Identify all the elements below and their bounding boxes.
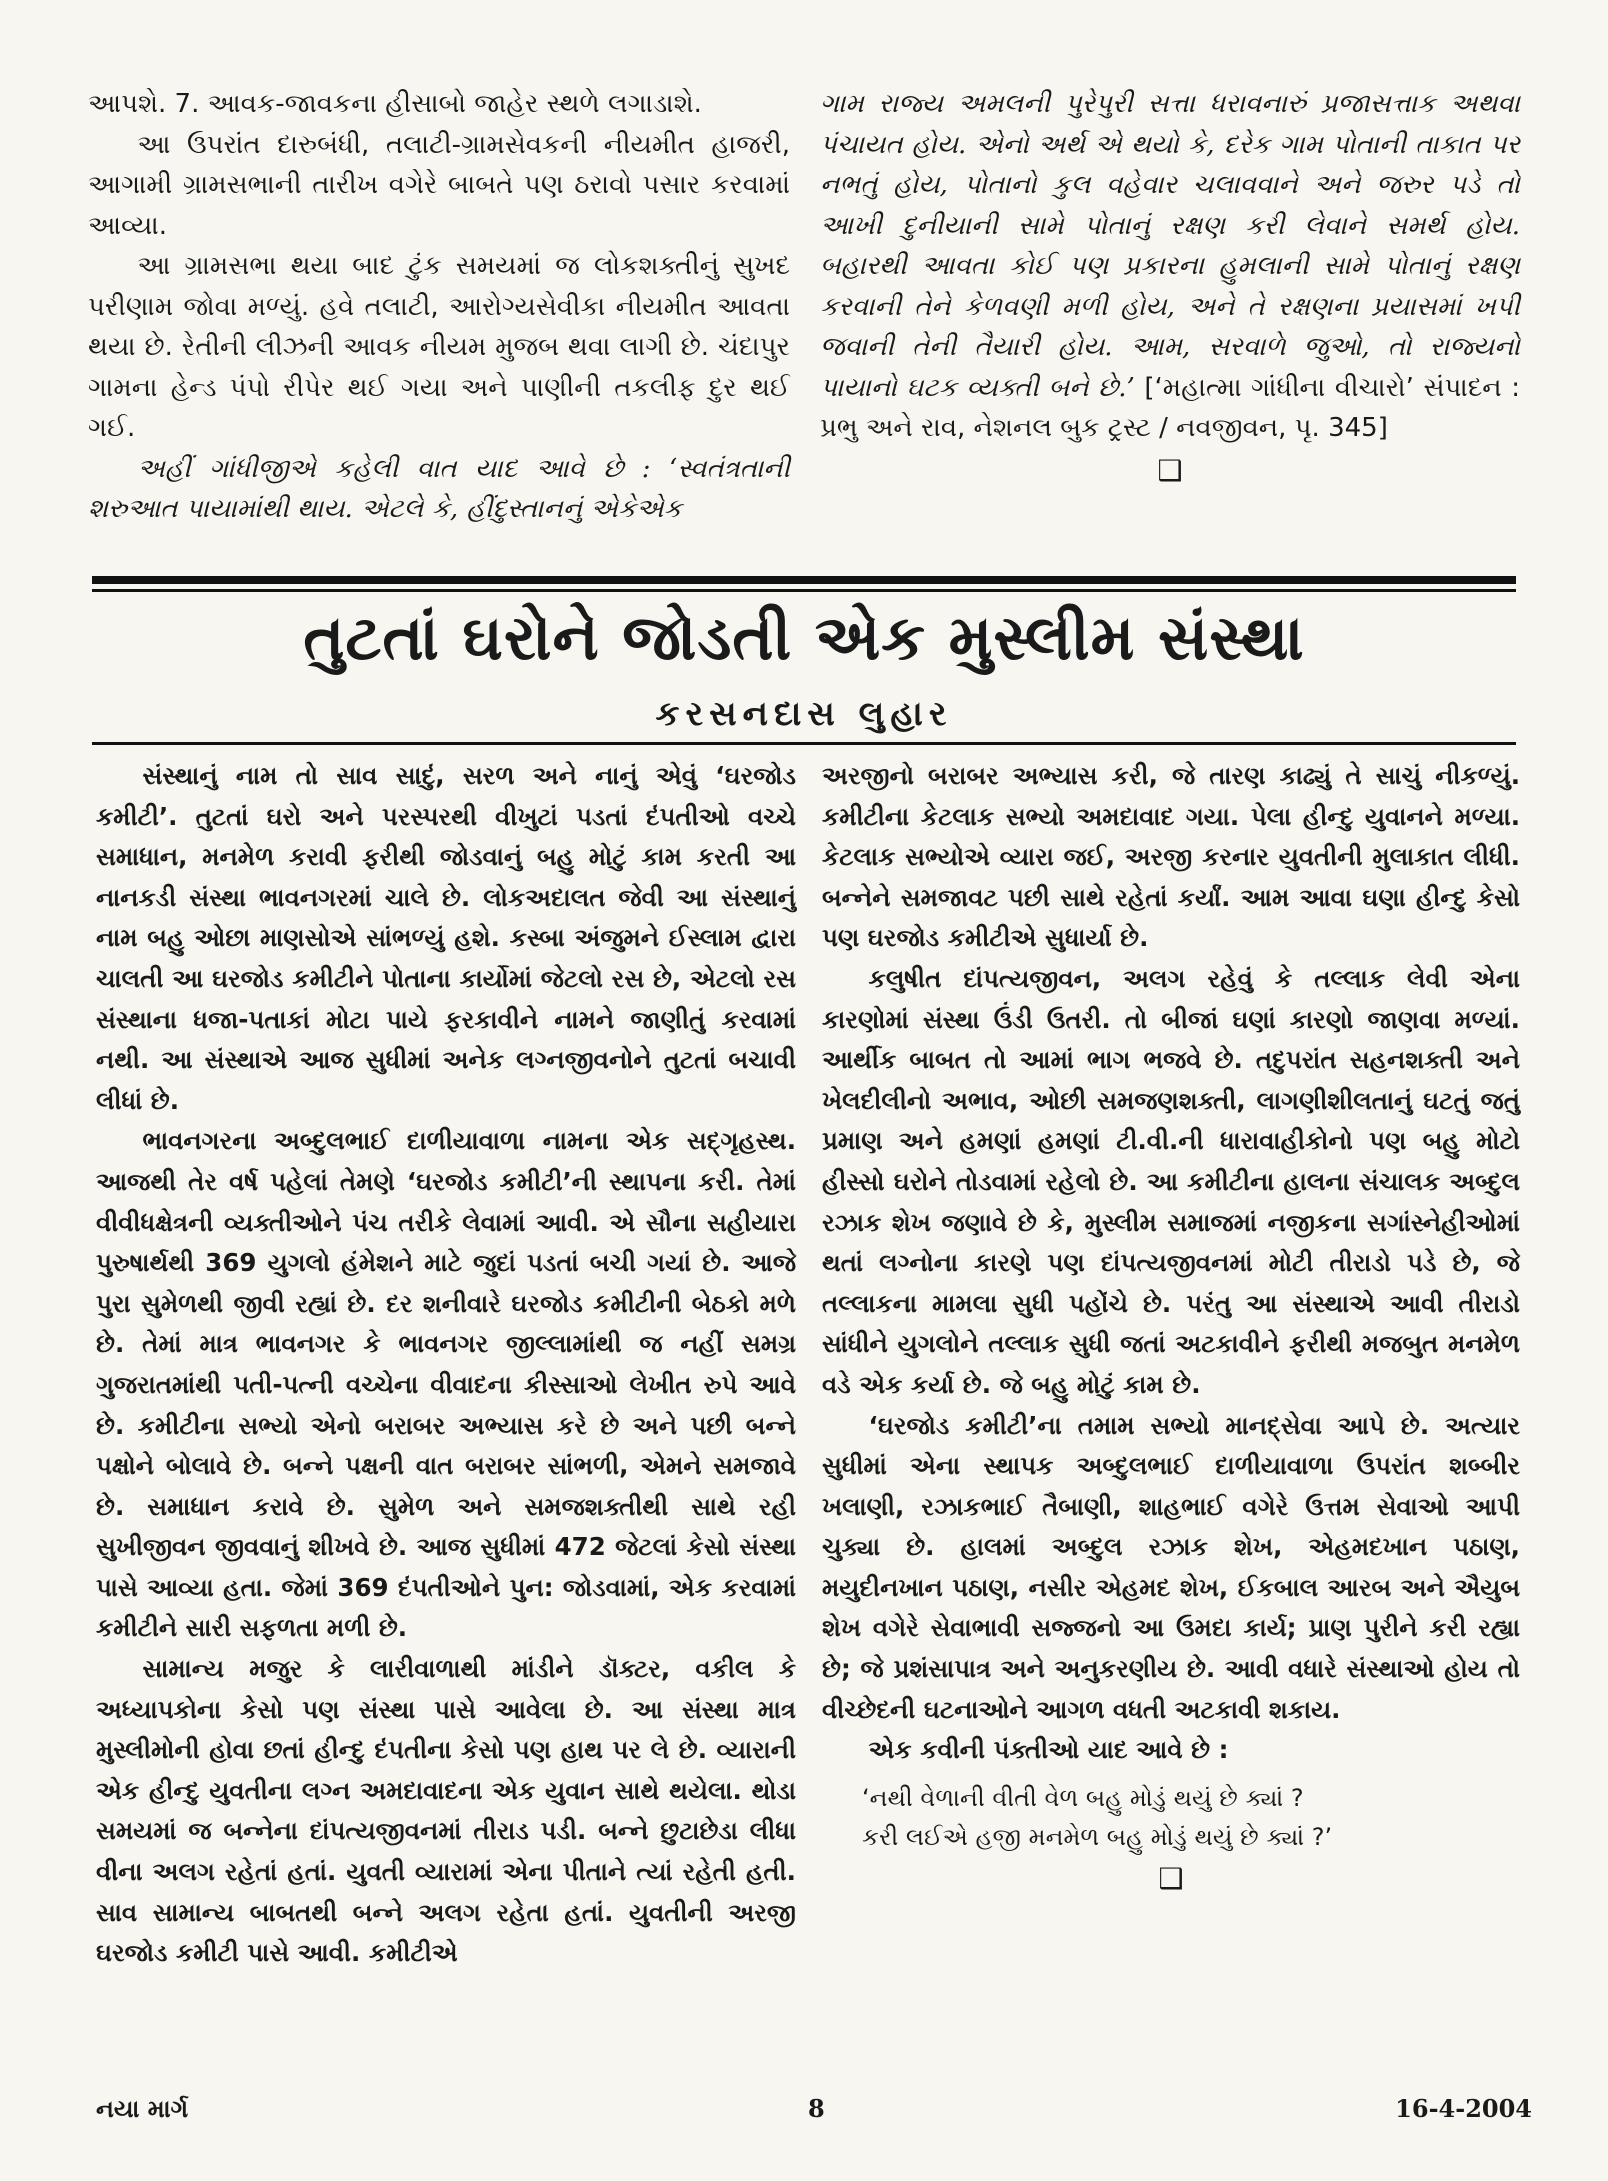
issue-date: 16-4-2004 (1395, 2094, 1532, 2123)
previous-article-left-column (88, 84, 790, 530)
paragraph: કલુષીત દાંપત્યજીવન, અલગ રહેવું કે તલ્લાક લેવી એના કારણોમાં સંસ્થા ઉંડી ઉતરી. તો બીજાં ઘણાં કારણો જાણવા મળ્યાં. આર્થીક બાબત તો આમાં ભાગ ભજવે છે. તદુપરાંત સહનશક્તી અને ખેલદીલીનો અભાવ, ઓછી સમજણશક્તી, લાગણીશીલતાનું ઘટતું જતું પ્રમાણ અને હમણાં હમણાં ટી.વી.ની ધારાવાહીકોનો પણ બહુ મોટો હીસ્સો ઘરોને તોડવામાં રહેલો છે. આ કમીટીના હાલના સંચાલક અબ્દુલ રઝાક શેખ જણાવે છે કે, મુસ્લીમ સમાજમાં નજીકના સગાંસ્નેહીઓમાં થતાં લગ્નોના કારણે પણ દાંપત્યજીવનમાં મોટી તીરાડો પડે છે, જે તલ્લાકના મામલા સુધી પહોંચે છે. પરંતુ આ સંસ્થાએ આવી તીરાડો સાંધીને યુગલોને તલ્લાક સુધી જતાં અટકાવીને ફરીથી મજબુત મનમેળ વડે એક કર્યા છે. જે બહુ મોટું કામ છે. (822, 963, 1520, 1399)
article-author: કરસનદાસ લુહાર (655, 694, 953, 734)
gandhi-quote (820, 84, 1520, 449)
article-left-column (96, 756, 796, 1974)
byline-divider (92, 742, 1516, 745)
paragraph: એક કવીની પંક્તીઓ યાદ આવે છે : (868, 1735, 1229, 1765)
paragraph: અરજીનો બરાબર અભ્યાસ કરી, જે તારણ કાઢ્યું તે સાચું નીકળ્યું. કમીટીના કેટલાક સભ્યો અમદાવાદ ગયા. પેલા હીન્દુ યુવાનને મળ્યા. કેટલાક સભ્યોએ વ્યારા જઈ, અરજી કરનાર યુવતીની મુલાકાત લીધી. બન્નેને સમજાવટ પછી સાથે રહેતાં કર્યાં. આમ આવા ઘણા હીન્દુ કેસો પણ ઘરજોડ કમીટીએ સુધાર્યા છે. (822, 761, 1520, 953)
paragraph: સામાન્ય મજુર કે લારીવાળાથી માંડીને ડૉક્ટર, વકીલ કે અધ્યાપકોના કેસો પણ સંસ્થા પાસે આવેલા છે. આ સંસ્થા માત્ર મુસ્લીમોની હોવા છતાં હીન્દુ દંપતીના કેસો પણ હાથ પર લે છે. વ્યારાની એક હીન્દુ યુવતીના લગ્ન અમદાવાદના એક યુવાન સાથે થયેલા. થોડા સમયમાં જ બન્નેના દાંપત્યજીવનમાં તીરાડ પડી. બન્ને છુટાછેડા લીધા વીના અલગ રહેતાં હતાં. યુવતી વ્યારામાં એના પીતાને ત્યાં રહેતી હતી. સાવ સામાન્ય બાબતથી બન્ને અલગ રહેતા હતાં. યુવતીની અરજી ઘરજોડ કમીટી પાસે આવી. કમીટીએ (96, 1654, 796, 1968)
section-divider-thin (92, 589, 1516, 592)
paragraph: સંસ્થાનું નામ તો સાવ સાદું, સરળ અને નાનું એવું ‘ઘરજોડ કમીટી’. તુટતાં ઘરો અને પરસ્પરથી વીખુટાં પડતાં દંપતીઓ વચ્ચે સમાધાન, મનમેળ કરાવી ફરીથી જોડવાનું બહુ મોટું કામ કરતી આ નાનકડી સંસ્થા ભાવનગરમાં ચાલે છે. લોકઅદાલત જેવી આ સંસ્થાનું નામ બહુ ઓછા માણસોએ સાંભળ્યું હશે. કસ્બા અંજુમને ઈસ્લામ દ્વારા ચાલતી આ ઘરજોડ કમીટીને પોતાના કાર્યોમાં જેટલો રસ છે, એટલો રસ સંસ્થાના ધજા-પતાકાં મોટા પાયે ફરકાવીને નામને જાણીતું કરવામાં નથી. આ સંસ્થાએ આજ સુધીમાં અનેક લગ્નજીવનોને તુટતાં બચાવી લીધાં છે. (96, 761, 796, 1115)
poem-line: ‘નથી વેળાની વીતી વેળ બહુ મોડું થયું છે ક્યાં ? (862, 1783, 1304, 1812)
end-mark-icon: ❑ (1158, 1861, 1184, 1895)
section-divider-thick (92, 576, 1516, 584)
quote-citation: [‘મહાત્મા ગાંધીના વીચારો’ સંપાદન : પ્રભુ અને રાવ, નેશનલ બુક ટ્રસ્ટ / નવજીવન, પૃ. 345] (820, 372, 1521, 443)
end-mark-icon: ❑ (1157, 453, 1183, 487)
paragraph: આપશે. 7. આવક-જાવકના હીસાબો જાહેર સ્થળે લગાડાશે. (88, 89, 702, 119)
article-right-column (822, 756, 1520, 1897)
publication-name: નયા માર્ગ (96, 2094, 189, 2123)
poem-line: કરી લઈએ હજી મનમેળ બહુ મોડું થયું છે ક્યાં ?’ (862, 1822, 1333, 1851)
paragraph: અહીં ગાંધીજીએ કહેલી વાત યાદ આવે છે : ‘સ્વતંત્રતાની શરુઆત પાયામાંથી થાય. એટલે કે, હીંદુસ્તાનનું એકેએક (88, 453, 790, 524)
page-number: 8 (808, 2094, 825, 2123)
quote-text: ગામ રાજ્ય અમલની પુરેપુરી સત્તા ધરાવનારું પ્રજાસત્તાક અથવા પંચાયત હોય. એનો અર્થ એ થયો કે, દરેક ગામ પોતાની તાકાત પર નભતું હોય, પોતાનો કુલ વહેવાર ચલાવવાને અને જરુર પડે તો આખી દુનીયાની સામે પોતાનું રક્ષણ કરી લેવાને સમર્થ હોય. બહારથી આવતા કોઈ પણ પ્રકારના હુમલાની સામે પોતાનું રક્ષણ કરવાની તેને કેળવણી મળી હોય, અને તે રક્ષણના પ્રયાસમાં ખપી જવાની તેની તૈયારી હોય. આમ, સરવાળે જુઓ, તો રાજ્યનો પાયાનો ઘટક વ્યક્તી બને છે.’ (820, 89, 1520, 403)
previous-article-right-column (820, 84, 1520, 489)
paragraph: આ ઉપરાંત દારુબંધી, તલાટી-ગ્રામસેવકની નીયમીત હાજરી, આગામી ગ્રામસભાની તારીખ વગેરે બાબતે પણ ઠરાવો પસાર કરવામાં આવ્યા. (88, 129, 790, 241)
article-title: તુટતાં ઘરોને જોડતી એક મુસ્લીમ સંસ્થા (303, 601, 1305, 674)
paragraph: આ ગ્રામસભા થયા બાદ ટુંક સમયમાં જ લોકશક્તીનું સુખદ પરીણામ જોવા મળ્યું. હવે તલાટી, આરોગ્યસેવીકા નીયમીત આવતા થયા છે. રેતીની લીઝની આવક નીયમ મુજબ થવા લાગી છે. ચંદાપુર ગામના હેન્ડ પંપો રીપેર થઈ ગયા અને પાણીની તકલીફ દુર થઈ ગઈ. (88, 251, 790, 443)
paragraph: ભાવનગરના અબ્દુલભાઈ દાળીયાવાળા નામના એક સદ્‌ગૃહસ્થ. આજથી તેર વર્ષ પહેલાં તેમણે ‘ઘરજોડ કમીટી’ની સ્થાપના કરી. તેમાં વીવીધક્ષેત્રની વ્યક્તીઓને પંચ તરીકે લેવામાં આવી. એ સૌના સહીયારા પુરુષાર્થથી 369 યુગલો હંમેશને માટે જુદાં પડતાં બચી ગયાં છે. આજે પુરા સુમેળથી જીવી રહ્યાં છે. દર શનીવારે ઘરજોડ કમીટીની બેઠકો મળે છે. તેમાં માત્ર ભાવનગર કે ભાવનગર જીલ્લામાંથી જ નહીં સમગ્ર ગુજરાતમાંથી પતી-પત્ની વચ્ચેના વીવાદના કીસ્સાઓ લેખીત રુપે આવે છે. કમીટીના સભ્યો એનો બરાબર અભ્યાસ કરે છે અને પછી બન્ને પક્ષોને બોલાવે છે. બન્ને પક્ષની વાત બરાબર સાંભળી, એમને સમજાવે છે. સમાધાન કરાવે છે. સુમેળ અને સમજશક્તીથી સાથે રહી સુખીજીવન જીવવાનું શીખવે છે. આજ સુધીમાં 472 જેટલાં કેસો સંસ્થા પાસે આવ્યા હતા. જેમાં 369 દંપતીઓને પુન: જોડવામાં, એક કરવામાં કમીટીને સારી સફળતા મળી છે. (96, 1126, 796, 1643)
paragraph: ‘ઘરજોડ કમીટી’ના તમામ સભ્યો માનદ્‌સેવા આપે છે. અત્યાર સુધીમાં એના સ્થાપક અબ્દુલભાઈ દાળીયાવાળા ઉપરાંત શબ્બીર ખલાણી, રઝાકભાઈ તૈબાણી, શાહભાઈ વગેરે ઉત્તમ સેવાઓ આપી ચુક્યા છે. હાલમાં અબ્દુલ રઝાક શેખ, એહમદખાન પઠાણ, મયુદીનખાન પઠાણ, નસીર એહમદ શેખ, ઈકબાલ આરબ અને ઐયુબ શેખ વગેરે સેવાભાવી સજ્જનો આ ઉમદા કાર્ય; પ્રાણ પુરીને કરી રહ્યા છે; જે પ્રશંસાપાત્ર અને અનુકરણીય છે. આવી વધારે સંસ્થાઓ હોય તો વીચ્છેદની ઘટનાઓને આગળ વધતી અટકાવી શકાય. (822, 1410, 1520, 1724)
